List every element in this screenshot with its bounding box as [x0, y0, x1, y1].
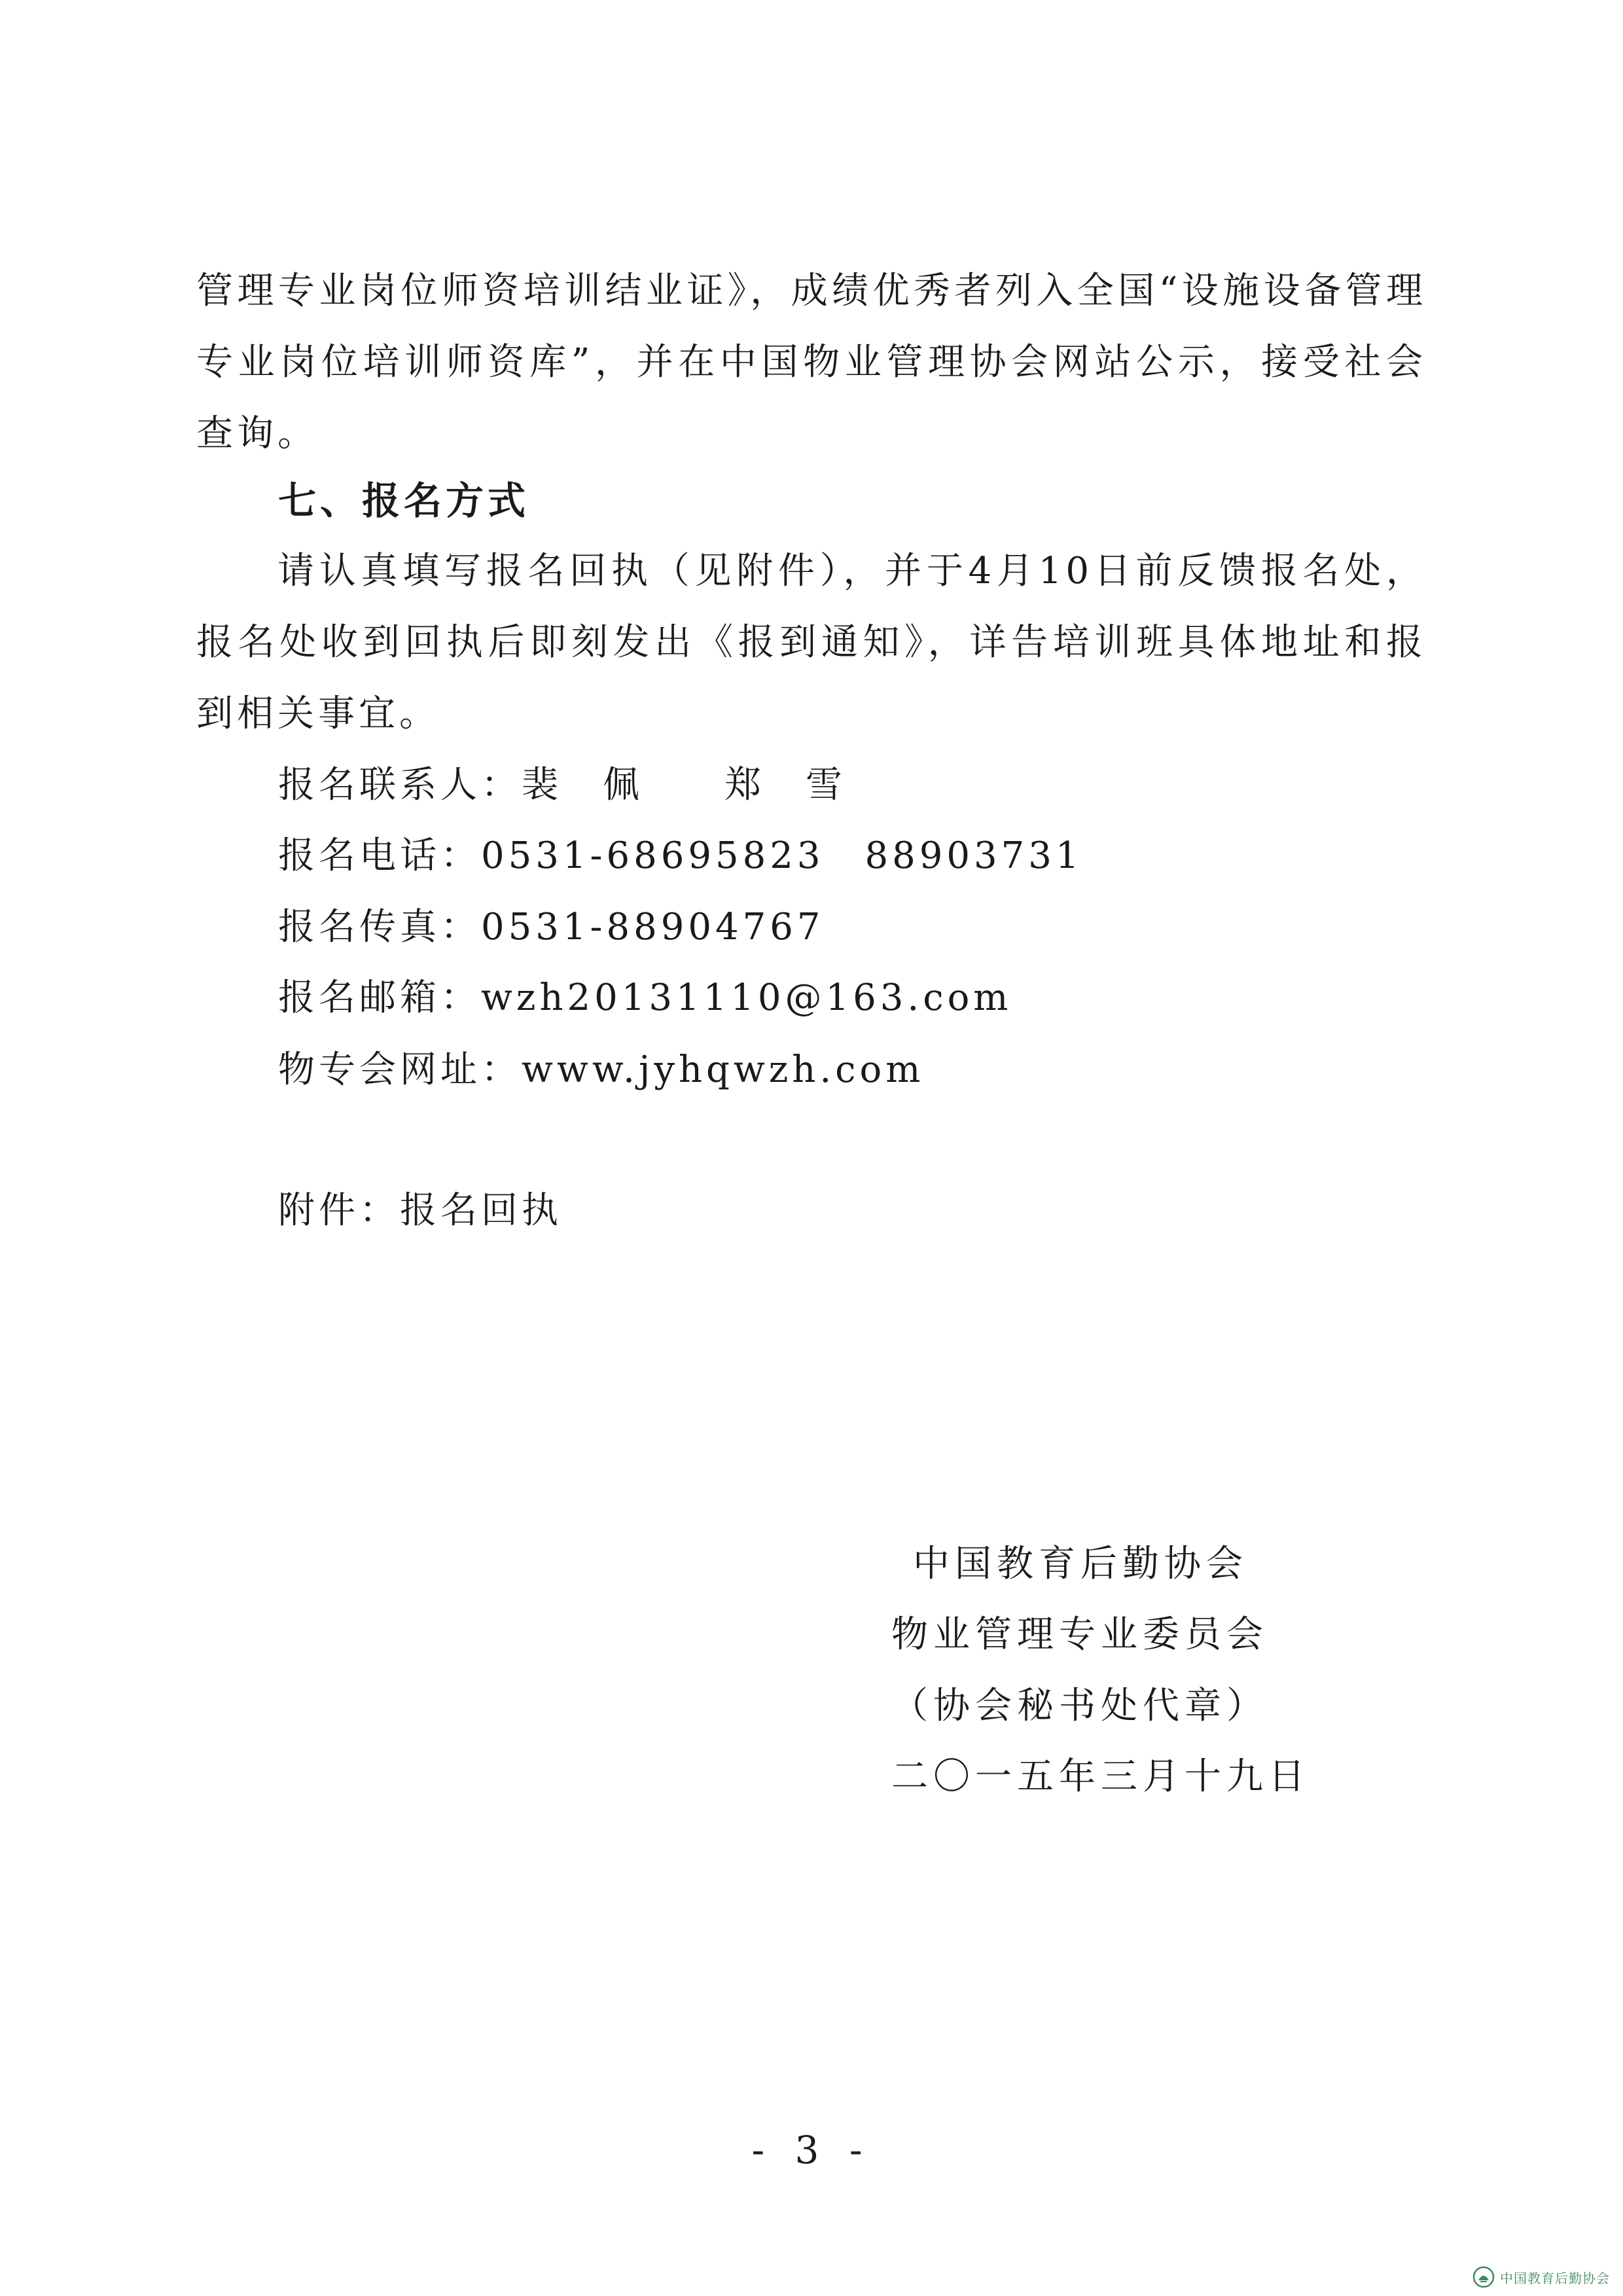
website-line	[278, 1047, 924, 1093]
contact-line	[278, 762, 846, 808]
logo-text: 中国教育后勤协会	[1500, 2270, 1610, 2286]
fax-value: 0531-88904767	[481, 906, 825, 948]
fax-label: 报名传真：	[278, 906, 481, 948]
phone-line	[278, 833, 1083, 879]
section-heading-registration: 七、报名方式	[278, 478, 530, 523]
website-value: www.jyhqwzh.com	[522, 1049, 925, 1091]
phone-value: 0531-68695823 88903731	[481, 834, 1083, 877]
signature-org1: 中国教育后勤协会	[913, 1543, 1248, 1585]
footer-logo	[1472, 2266, 1610, 2288]
attachment-line: 附件：报名回执	[278, 1189, 562, 1232]
email-value: wzh20131110@163.com	[481, 977, 1012, 1019]
contact-label: 报名联系人：	[278, 764, 522, 806]
website-label: 物专会网址：	[278, 1049, 522, 1091]
signature-seal-note: （协会秘书处代章）	[891, 1685, 1268, 1727]
contact-names: 裴 佩 郑 雪	[522, 764, 846, 806]
fax-line	[278, 905, 824, 950]
association-logo-icon	[1472, 2266, 1495, 2288]
signature-org2: 物业管理专业委员会	[891, 1613, 1268, 1656]
email-label: 报名邮箱：	[278, 977, 481, 1019]
page-number: - 3 -	[751, 2128, 872, 2172]
phone-label: 报名电话：	[278, 834, 481, 877]
paragraph-registration: 请认真填写报名回执（见附件），并于4月10日前反馈报名处，报名处收到回执后即刻发出《报到通知》，详告培训班具体地址和报到相关事宜。	[196, 550, 1427, 735]
signature-date: 二〇一五年三月十九日	[891, 1755, 1310, 1798]
email-line	[278, 975, 1012, 1021]
paragraph-continuation: 管理专业岗位师资培训结业证》，成绩优秀者列入全国“设施设备管理专业岗位培训师资库”，并在中国物业管理协会网站公示，接受社会查询。	[196, 270, 1427, 455]
